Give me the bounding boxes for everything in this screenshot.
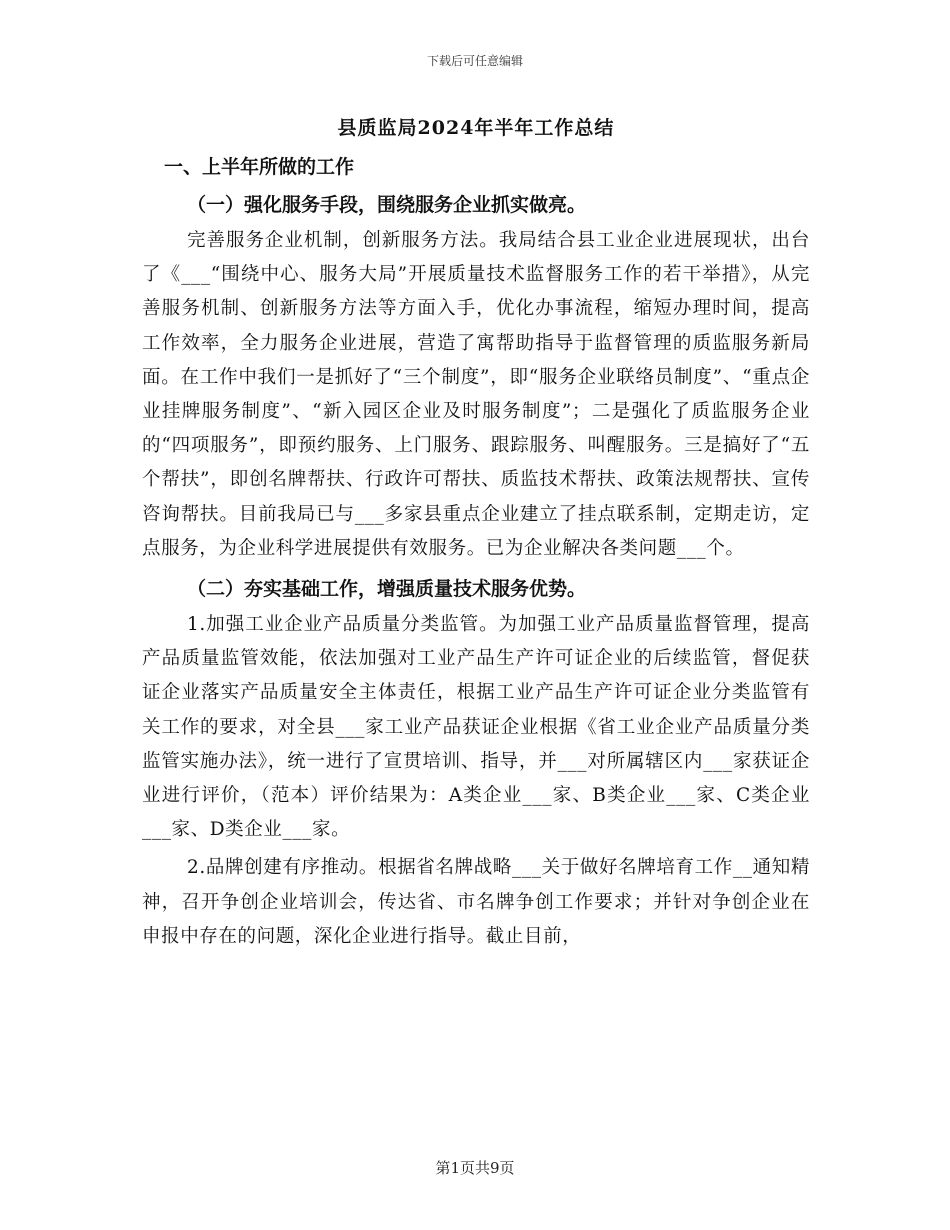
subsection-heading-1: （一）强化服务手段，围绕服务企业抓实做亮。 [187,194,587,216]
subsection-heading-2: （二）夯实基础工作，增强质量技术服务优势。 [187,578,587,601]
page-header-note: 下载后可任意编辑 [426,54,523,68]
section-heading: 一、上半年所做的工作 [164,156,355,178]
document-title: 县质监局2024年半年工作总结 [337,117,615,139]
paragraph-quality-supervision: 1.加强工业企业产品质量分类监管。为加强工业产品质量监督管理，提高产品质量监管效能，依法加强对工业产品生产许可证企业的后续监管，督促获证企业落实产品质量安全主体责任，根据工业产品生产许可证企业分类监管有关工作的要求，对全县___家工业产品获证企业根据《省工业企业产品质量分类监管实施办法》，统一进行了宣贯培训、指导，并___对所属辖区内___家获证企业进行评价，（范本）评价结果为：A类企业___家、B类企业___家、C类企业___家、D类企业___家。 [142,614,810,841]
document-body [142,108,810,958]
paragraph-brand-building: 2.品牌创建有序推动。根据省名牌战略___关于做好名牌培育工作__通知精神，召开争创企业培训会，传达省、市名牌争创工作要求；并针对争创企业在申报中存在的问题，深化企业进行指导。截止目前， [142,857,810,947]
page-number: 第1页共9页 [435,1159,515,1177]
paragraph-service-mechanism: 完善服务企业机制，创新服务方法。我局结合县工业企业进展现状，出台了《___“围绕中心、服务大局”开展质量技术监督服务工作的若干举措》，从完善服务机制、创新服务方法等方面入手，优化办事流程，缩短办理时间，提高工作效率，全力服务企业进展，营造了寓帮助指导于监督管理的质监服务新局面。在工作中我们一是抓好了“三个制度”，即“服务企业联络员制度”、“重点企业挂牌服务制度”、“新入园区企业及时服务制度”；二是强化了质监服务企业的“四项服务”，即预约服务、上门服务、跟踪服务、叫醒服务。三是搞好了“五个帮扶”，即创名牌帮扶、行政许可帮扶、质监技术帮扶、政策法规帮扶、宣传咨询帮扶。目前我局已与___多家县重点企业建立了挂点联系制，定期走访，定点服务，为企业科学进展提供有效服务。已为企业解决各类问题___个。 [142,230,810,559]
